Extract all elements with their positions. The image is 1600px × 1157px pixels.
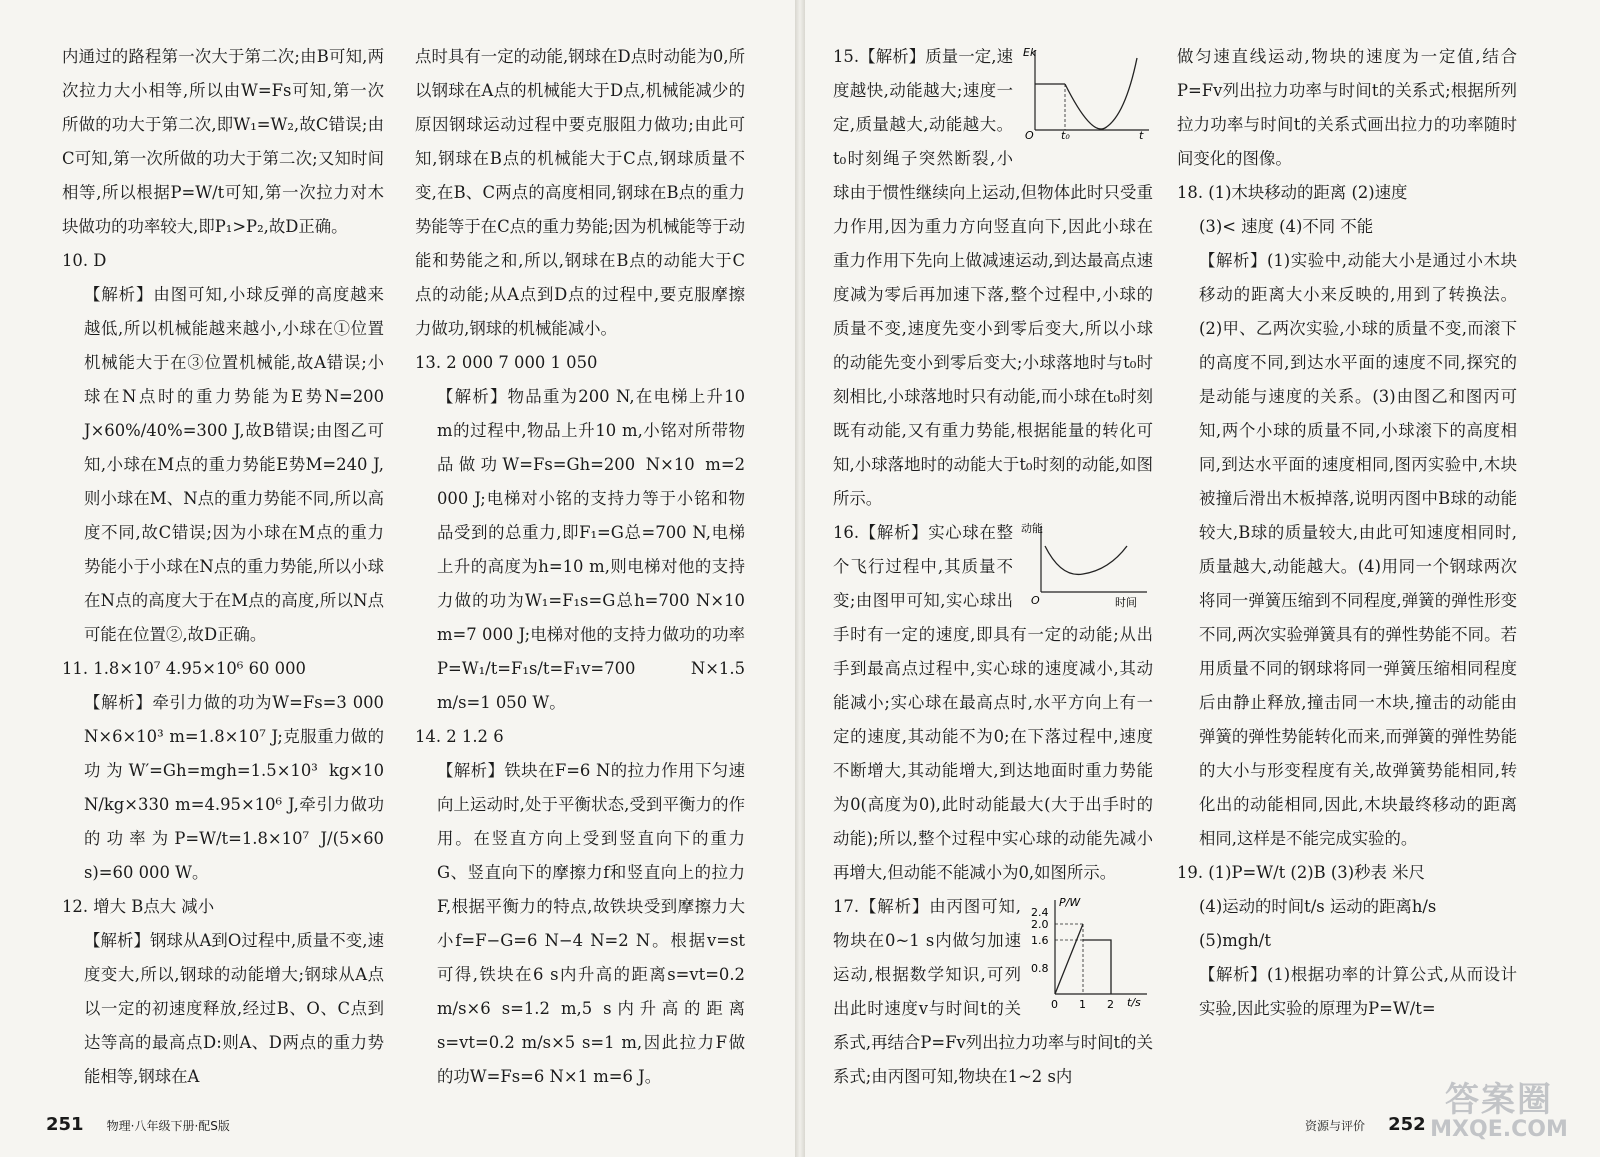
q17-analysis: 17.【解析】由丙图可知,物块在0~1 s内做匀加速运动,根据数学知识,可列出此时速度v与时间t的关系式,再结合P=Fv列出拉力功率与时间t的关系式;由丙图可知,物块在1~2 s内 — [833, 897, 1153, 1086]
q11-analysis: 【解析】牵引力做的功为W=Fs=3 000 N×6×10³ m=1.8×10⁷ J;克服重力做的功为W′=Gh=mgh=1.5×10³ kg×10 N/kg×330 m=4.95×10⁶ J,牵引力做功的功率为P=W/t=1.8×10⁷ J/(5×60 s)=60 000 W。 — [84, 693, 384, 882]
q16-analysis: 16.【解析】实心球在整个飞行过程中,其质量不变;由图甲可知,实心球出手时有一定的速度,即具有一定的动能;从出手到最高点过程中,实心球的速度减小,其动能减小;实心球在最高点时,水平方向上有一定的速度,其动能不为0;在下落过程中,速度不断增大,其动能增大,到达地面时重力势能为0(高度为0),此时动能最大(大于出手时的动能);所以,整个过程中实心球的动能先减小再增大,但动能不能减小为0,如图所示。 — [833, 523, 1153, 882]
footer-title-left: 物理·八年级下册·配S版 — [106, 1119, 230, 1133]
page-gutter — [795, 0, 805, 1157]
fig17-y-tick-0-8: 0.8 — [1031, 962, 1049, 975]
q12-answer: 12. 增大 B点大 减小 — [62, 897, 215, 916]
q11-answer: 11. 1.8×10⁷ 4.95×10⁶ 60 000 — [62, 659, 306, 678]
fig17-y-tick-2-4: 2.4 — [1031, 906, 1049, 919]
left-footer — [46, 1114, 230, 1135]
left-column-1 — [62, 40, 384, 1086]
fig17-y-label: P/W — [1059, 896, 1081, 909]
q18-analysis: 【解析】(1)实验中,动能大小是通过小木块移动的距离大小来反映的,用到了转换法。(2)甲、乙两次实验,小球的质量不变,而滚下的高度不同,到达水平面的速度不同,探究的是动能与速度的关系。(3)由图乙和图丙可知,两个小球的质量不同,小球滚下的高度相同,到达水平面的速度相同,图丙实验中,木块被撞后滑出木板掉落,说明丙图中B球的动能较大,B球的质量较大,由此可知速度相同时,质量越大,动能越大。(4)用同一个钢球两次将同一弹簧压缩到不同程度,弹簧的弹性形变不同,两次实验弹簧具有的弹性势能不同。若用质量不同的钢球将同一弹簧压缩相同程度后由静止释放,撞击同一木块,撞击的动能由弹簧的弹性势能转化而来,而弹簧的弹性势能的大小与形变程度有关,故弹簧势能相同,转化出的动能相同,因此,木块最终移动的距离相同,这样是不能完成实验的。 — [1199, 251, 1517, 848]
fig17-x-tick-0: 0 — [1051, 998, 1058, 1011]
fig15-x-tick: t₀ — [1061, 129, 1070, 142]
footer-title-right: 资源与评价 — [1305, 1119, 1366, 1133]
right-page — [805, 0, 1600, 1157]
fig15-y-label: Ek — [1023, 46, 1037, 59]
watermark-logo — [1424, 1081, 1574, 1143]
q19-answer-line3: (5)mgh/t — [1199, 931, 1271, 950]
watermark-cn: 答案圈 — [1445, 1080, 1553, 1120]
q12-analysis: 【解析】钢球从A到O过程中,质量不变,速度变大,所以,钢球的动能增大;钢球从A点以一定的初速度释放,经过B、O、C点到达等高的最高点D:则A、D两点的重力势能相等,钢球在A — [84, 931, 384, 1086]
q19-analysis: 【解析】(1)根据功率的计算公式,从而设计实验,因此实验的原理为P=W/t= — [1199, 965, 1517, 1018]
q10-answer: 10. D — [62, 251, 107, 270]
q9-continuation: 内通过的路程第一次大于第二次;由B可知,两次拉力大小相等,所以由W=Fs可知,第一次所做的功大于第二次,即W₁=W₂,故C错误;由C可知,第一次所做的功大于第二次;又知时间相等,所以根据P=W/t可知,第一次拉力对木块做功的功率较大,即P₁>P₂,故D正确。 — [62, 47, 384, 236]
fig15-kinetic-energy-graph — [1021, 44, 1153, 140]
fig16-x-label: 时间 — [1115, 596, 1137, 609]
right-footer — [1305, 1114, 1426, 1135]
q13-answer: 13. 2 000 7 000 1 050 — [415, 353, 598, 372]
page-number-right: 252 — [1388, 1114, 1426, 1135]
left-column-2 — [415, 40, 745, 1086]
fig17-y-tick-2-0: 2.0 — [1031, 918, 1049, 931]
page-number-left: 251 — [46, 1114, 84, 1135]
q12-continuation: 点时具有一定的动能,钢球在D点时动能为0,所以钢球在A点的机械能大于D点,机械能减少的原因钢球运动过程中要克服阻力做功;由此可知,钢球在B点的机械能大于C点,钢球质量不变,在B、C两点的高度相同,钢球在B点的重力势能等于在C点的重力势能;因为机械能等于动能和势能之和,所以,钢球在B点的动能大于C点的动能;从A点到D点的过程中,要克服摩擦力做功,钢球的机械能减小。 — [415, 47, 745, 338]
fig17-x-tick-1: 1 — [1079, 998, 1086, 1011]
q19-answer-line2: (4)运动的时间t/s 运动的距离h/s — [1199, 897, 1437, 916]
q17-continuation: 做匀速直线运动,物块的速度为一定值,结合P=Fv列出拉力功率与时间t的关系式;根据所列拉力功率与时间t的关系式画出拉力的功率随时间变化的图像。 — [1177, 47, 1517, 168]
q13-analysis: 【解析】物品重为200 N,在电梯上升10 m的过程中,物品上升10 m,小铭对所带物品做功W=Fs=Gh=200 N×10 m=2 000 J;电梯对小铭的支持力等于小铭和物品受到的总重力,即F₁=G总=700 N,电梯上升的高度为h=10 m,则电梯对他的支持力做的功为W₁=F₁s=G总h=700 N×10 m=7 000 J;电梯对他的支持力做功的功率P=W₁/t=F₁s/t=F₁v=700 N×1.5 m/s=1 050 W。 — [437, 387, 745, 712]
fig15-x-label: t — [1139, 129, 1144, 142]
fig16-origin: O — [1031, 594, 1040, 607]
fig15-origin: O — [1025, 129, 1034, 142]
q14-answer: 14. 2 1.2 6 — [415, 727, 504, 746]
fig17-y-tick-1-6: 1.6 — [1031, 934, 1049, 947]
q10-analysis: 【解析】由图可知,小球反弹的高度越来越低,所以机械能越来越小,小球在①位置机械能大于在③位置机械能,故A错误;小球在N点时的重力势能为E势N=200 J×60%/40%=300 J,故B错误;由图乙可知,小球在M点的重力势能E势M=240 J,则小球在M、N点的重力势能不同,所以高度不同,故C错误;因为小球在M点的重力势能小于小球在N点的重力势能,所以小球在N点的高度大于在M点的高度,所以N点可能在位置②,故D正确。 — [84, 285, 384, 644]
watermark-en: MXQE.COM — [1430, 1117, 1568, 1142]
left-page — [0, 0, 795, 1157]
q15-analysis: 15.【解析】质量一定,速度越快,动能越大;速度一定,质量越大,动能越大。t₀时刻绳子突然断裂,小球由于惯性继续向上运动,但物体此时只受重力作用,因为重力方向竖直向下,因此小球在重力作用下先向上做减速运动,到达最高点速度减为零后再加速下落,整个过程中,小球的质量不变,速度先变小到零后变大,所以小球的动能先变小到零后变大;小球落地时与t₀时刻相比,小球落地时只有动能,而小球在t₀时刻既有动能,又有重力势能,根据能量的转化可知,小球落地时的动能大于t₀时刻的动能,如图所示。 — [833, 47, 1153, 508]
q19-answer-line1: 19. (1)P=W/t (2)B (3)秒表 米尺 — [1177, 863, 1425, 882]
fig16-y-label: 动能 — [1021, 522, 1043, 535]
right-column-2 — [1177, 40, 1517, 1062]
q18-answer-line2: (3)< 速度 (4)不同 不能 — [1199, 217, 1374, 236]
fig17-power-time-graph — [1029, 894, 1153, 1012]
q18-answer-line1: 18. (1)木块移动的距离 (2)速度 — [1177, 183, 1408, 202]
fig16-kinetic-energy-graph — [1021, 520, 1153, 610]
q14-analysis: 【解析】铁块在F=6 N的拉力作用下匀速向上运动时,处于平衡状态,受到平衡力的作用。在竖直方向上受到竖直向下的重力G、竖直向下的摩擦力f和竖直向上的拉力F,根据平衡力的特点,故铁块受到摩擦力大小f=F−G=6 N−4 N=2 N。根据v=st可得,铁块在6 s内升高的距离s=vt=0.2 m/s×6 s=1.2 m,5 s内升高的距离s=vt=0.2 m/s×5 s=1 m,因此拉力F做的功W=Fs=6 N×1 m=6 J。 — [437, 761, 745, 1086]
fig17-x-label: t/s — [1127, 996, 1141, 1009]
fig17-x-tick-2: 2 — [1107, 998, 1114, 1011]
right-column-1 — [833, 40, 1153, 1086]
